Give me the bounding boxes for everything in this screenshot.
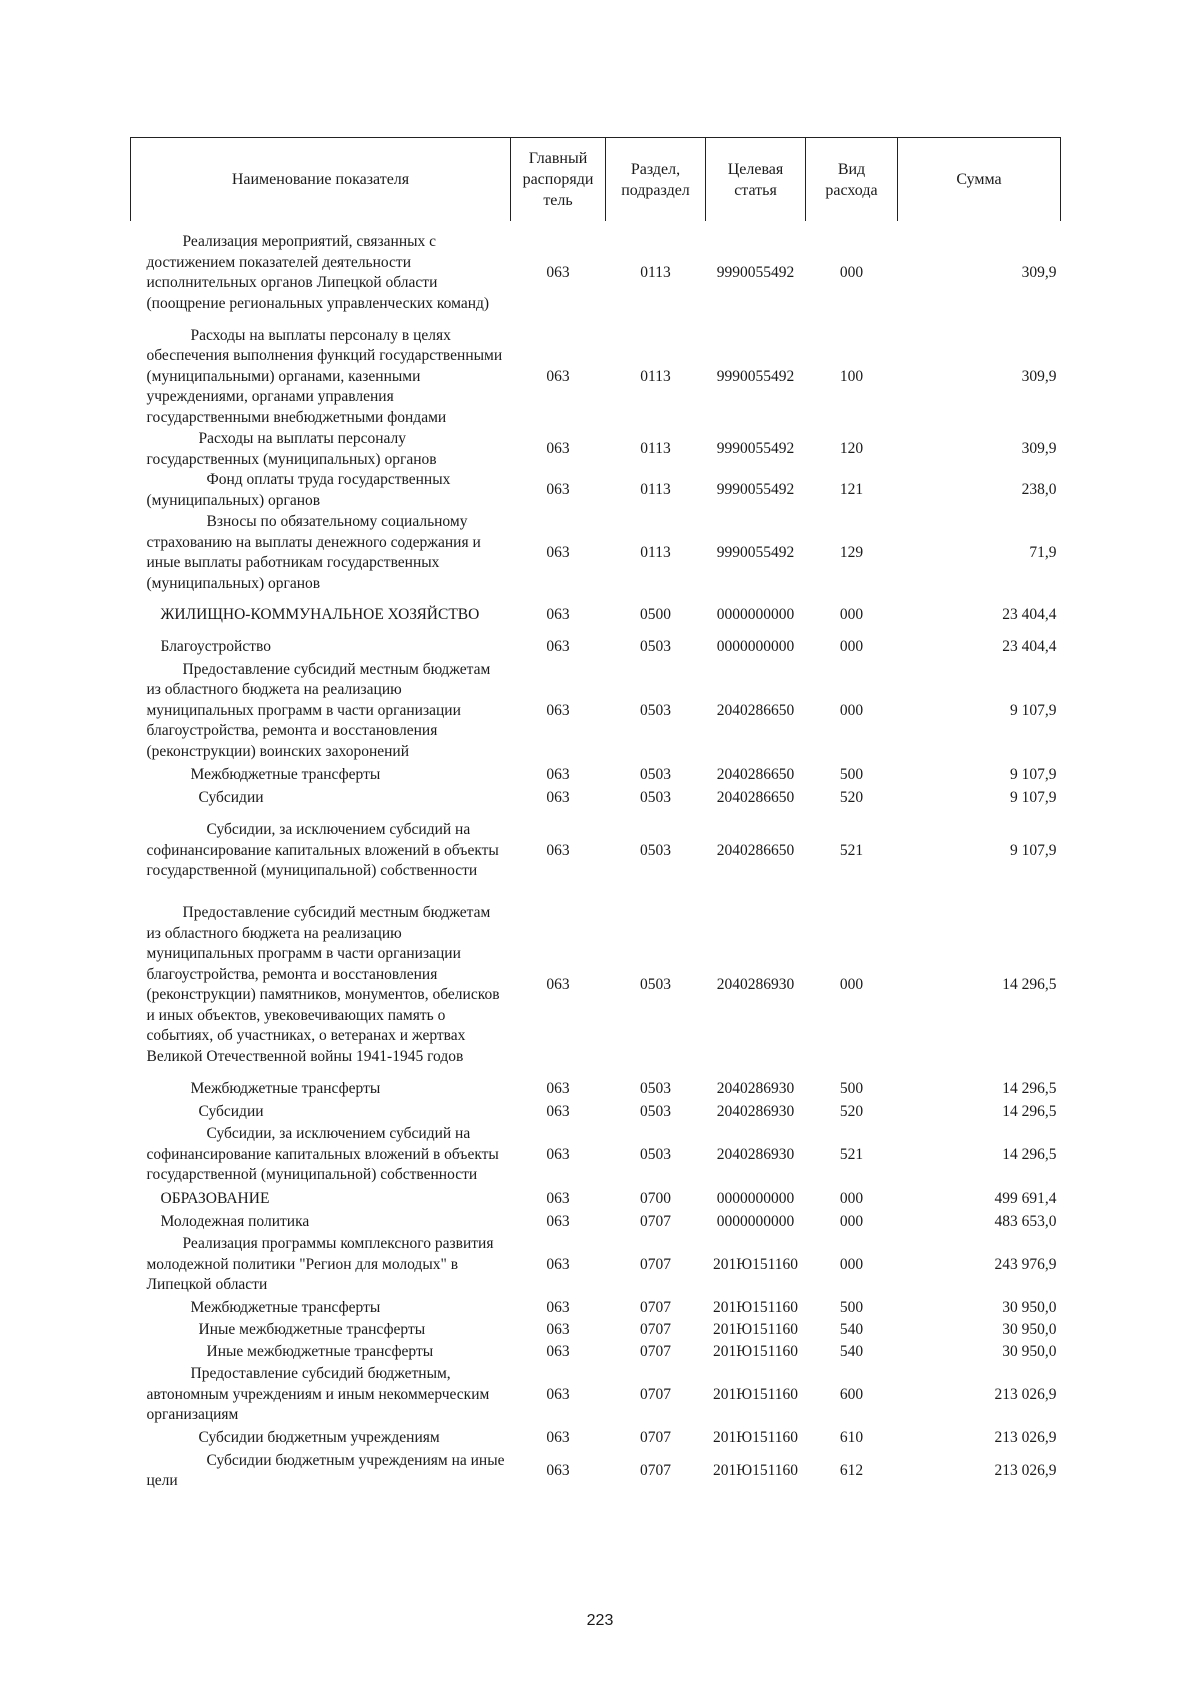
row-section: 0113 (640, 263, 671, 281)
row-chief-manager: 063 (546, 1385, 570, 1403)
row-expense-type: 600 (839, 1385, 864, 1403)
row-target-article: 2040286930 (716, 975, 795, 993)
table-row (131, 325, 1061, 429)
row-target-article: 0000000000 (716, 605, 795, 623)
row-section: 0700 (640, 1189, 671, 1207)
row-section: 0707 (640, 1428, 671, 1446)
row-sum: 309,9 (1021, 367, 1057, 385)
row-name: Расходы на выплаты персоналу государственных (муниципальных) органов (146, 430, 437, 468)
row-section: 0503 (640, 637, 671, 655)
table-row (131, 470, 1061, 511)
row-expense-type: 612 (839, 1461, 864, 1479)
row-expense-type: 521 (839, 841, 864, 859)
row-expense-type: 610 (839, 1428, 864, 1446)
table-row (131, 1449, 1061, 1493)
row-expense-type: 500 (839, 1079, 864, 1097)
row-target-article: 9990055492 (716, 543, 795, 561)
row-expense-type: 000 (839, 975, 864, 993)
row-sum: 483 653,0 (994, 1212, 1057, 1230)
row-section: 0707 (640, 1342, 671, 1360)
table-row (131, 635, 1061, 659)
row-chief-manager: 063 (546, 440, 570, 458)
row-target-article: 2040286650 (716, 788, 795, 806)
row-expense-type: 540 (839, 1342, 864, 1360)
row-chief-manager: 063 (546, 367, 570, 385)
header-chief-manager: Главный распоряди тель (511, 138, 606, 222)
row-target-article: 201Ю151160 (712, 1461, 799, 1479)
row-name: Межбюджетные трансферты (190, 765, 381, 783)
row-expense-type: 520 (839, 1102, 864, 1120)
table-row (131, 595, 1061, 635)
table-row (131, 659, 1061, 763)
row-name: Субсидии, за исключением субсидий на софинансирование капитальных вложений в объекты государственной (муниципальной) собственности (146, 1125, 499, 1184)
table-row (131, 1297, 1061, 1319)
row-expense-type: 000 (839, 1212, 864, 1230)
row-section: 0707 (640, 1320, 671, 1338)
row-sum: 9 107,9 (1010, 765, 1057, 783)
row-chief-manager: 063 (546, 605, 570, 623)
table-row (131, 1077, 1061, 1101)
row-section: 0503 (640, 701, 671, 719)
row-sum: 23 404,4 (1002, 637, 1057, 655)
table-row (131, 763, 1061, 787)
table-row (131, 1101, 1061, 1123)
header-sum: Сумма (898, 138, 1061, 222)
row-section: 0707 (640, 1212, 671, 1230)
row-section: 0503 (640, 1102, 671, 1120)
row-name: Субсидии, за исключением субсидий на софинансирование капитальных вложений в объекты государственной (муниципальной) собственности (146, 821, 499, 880)
row-chief-manager: 063 (546, 263, 570, 281)
row-section: 0503 (640, 788, 671, 806)
table-row (131, 893, 1061, 1077)
row-sum: 30 950,0 (1002, 1342, 1057, 1360)
row-target-article: 0000000000 (716, 1189, 795, 1207)
table-row (131, 1341, 1061, 1363)
header-expense-type: Вид расхода (806, 138, 898, 222)
row-chief-manager: 063 (546, 1320, 570, 1338)
row-section: 0503 (640, 1079, 671, 1097)
row-sum: 71,9 (1029, 543, 1057, 561)
row-name: Субсидии (198, 1102, 264, 1120)
row-expense-type: 000 (839, 605, 864, 623)
row-section: 0113 (640, 481, 671, 499)
row-expense-type: 000 (839, 637, 864, 655)
table-row (131, 1233, 1061, 1297)
row-sum: 9 107,9 (1010, 841, 1057, 859)
row-chief-manager: 063 (546, 543, 570, 561)
row-target-article: 2040286650 (716, 765, 795, 783)
row-target-article: 9990055492 (716, 481, 795, 499)
row-target-article: 9990055492 (716, 367, 795, 385)
row-section: 0707 (640, 1461, 671, 1479)
row-name: Реализация мероприятий, связанных с достижением показателей деятельности исполнительных органов Липецкой области (поощрение региональных управленческих команд) (146, 233, 490, 312)
table-row (131, 1211, 1061, 1233)
row-name: Молодежная политика (160, 1212, 310, 1230)
header-name: Наименование показателя (131, 138, 511, 222)
table-body (131, 221, 1061, 1493)
row-name: Межбюджетные трансферты (190, 1298, 381, 1316)
table-header (131, 138, 1061, 222)
row-expense-type: 520 (839, 788, 864, 806)
row-chief-manager: 063 (546, 1212, 570, 1230)
page-number: 223 (586, 1612, 614, 1629)
row-name: Субсидии бюджетным учреждениям на иные цели (146, 1451, 505, 1489)
row-target-article: 2040286930 (716, 1079, 795, 1097)
row-chief-manager: 063 (546, 1145, 570, 1163)
row-chief-manager: 063 (546, 975, 570, 993)
row-section: 0503 (640, 975, 671, 993)
row-target-article: 0000000000 (716, 1212, 795, 1230)
row-chief-manager: 063 (546, 1342, 570, 1360)
row-chief-manager: 063 (546, 1189, 570, 1207)
row-sum: 23 404,4 (1002, 605, 1057, 623)
row-chief-manager: 063 (546, 1428, 570, 1446)
row-name: Субсидии бюджетным учреждениям (198, 1428, 440, 1446)
budget-table (130, 137, 1061, 1493)
row-name: ОБРАЗОВАНИЕ (160, 1189, 270, 1207)
row-chief-manager: 063 (546, 1461, 570, 1479)
row-target-article: 9990055492 (716, 263, 795, 281)
row-sum: 9 107,9 (1010, 701, 1057, 719)
row-sum: 243 976,9 (994, 1255, 1057, 1273)
table-row (131, 787, 1061, 809)
row-name: Благоустройство (160, 637, 271, 655)
header-section: Раздел, подраздел (606, 138, 706, 222)
row-sum: 213 026,9 (994, 1385, 1057, 1403)
row-target-article: 201Ю151160 (712, 1342, 799, 1360)
row-name: Межбюджетные трансферты (190, 1079, 381, 1097)
row-expense-type: 000 (839, 701, 864, 719)
document-page (130, 137, 1060, 1493)
table-row (131, 809, 1061, 893)
row-target-article: 201Ю151160 (712, 1255, 799, 1273)
row-section: 0707 (640, 1255, 671, 1273)
row-chief-manager: 063 (546, 637, 570, 655)
row-sum: 14 296,5 (1002, 1102, 1057, 1120)
row-chief-manager: 063 (546, 701, 570, 719)
row-sum: 9 107,9 (1010, 788, 1057, 806)
header-target-article: Целевая статья (706, 138, 806, 222)
row-sum: 499 691,4 (994, 1189, 1057, 1207)
row-sum: 213 026,9 (994, 1461, 1057, 1479)
row-name: Иные межбюджетные трансферты (206, 1342, 434, 1360)
row-name: Взносы по обязательному социальному страхованию на выплаты денежного содержания и иные выплаты работникам государственных (муниципальных) органов (146, 513, 481, 592)
row-name: Расходы на выплаты персоналу в целях обеспечения выполнения функций государственными (муниципальными) органами, казенными учреждениями, органами управления государственными внебюджетными фондами (146, 326, 503, 426)
row-section: 0500 (640, 605, 671, 623)
table-row (131, 1427, 1061, 1449)
row-expense-type: 129 (839, 543, 864, 561)
row-expense-type: 120 (839, 440, 864, 458)
row-sum: 30 950,0 (1002, 1298, 1057, 1316)
row-section: 0503 (640, 765, 671, 783)
row-expense-type: 540 (839, 1320, 864, 1338)
table-row (131, 1123, 1061, 1187)
row-section: 0707 (640, 1385, 671, 1403)
row-name: Предоставление субсидий местным бюджетам из областного бюджета на реализацию муниципальных программ в части организации благоустройства, ремонта и восстановления (реконструкции) памятников, монументов, обелисков и иных объектов, увековечивающих память о событиях, об участниках, о ветеранах и жертвах Великой Отечественной войны 1941-1945 годов (146, 904, 500, 1065)
row-chief-manager: 063 (546, 841, 570, 859)
row-name: Субсидии (198, 788, 264, 806)
row-expense-type: 000 (839, 1189, 864, 1207)
table-row (131, 511, 1061, 595)
row-expense-type: 000 (839, 263, 864, 281)
row-name: Предоставление субсидий местным бюджетам из областного бюджета на реализацию муниципальных программ в части организации благоустройства, ремонта и восстановления (реконструкции) воинских захоронений (146, 660, 491, 760)
row-sum: 14 296,5 (1002, 1145, 1057, 1163)
row-target-article: 2040286930 (716, 1145, 795, 1163)
row-expense-type: 100 (839, 367, 864, 385)
row-name: Предоставление субсидий бюджетным, автономным учреждениям и иным некоммерческим организациям (146, 1365, 490, 1424)
row-sum: 14 296,5 (1002, 1079, 1057, 1097)
row-target-article: 2040286650 (716, 701, 795, 719)
table-row (131, 429, 1061, 470)
row-target-article: 201Ю151160 (712, 1385, 799, 1403)
row-target-article: 2040286650 (716, 841, 795, 859)
row-section: 0707 (640, 1298, 671, 1316)
row-sum: 309,9 (1021, 440, 1057, 458)
row-expense-type: 000 (839, 1255, 864, 1273)
row-sum: 14 296,5 (1002, 975, 1057, 993)
row-chief-manager: 063 (546, 1102, 570, 1120)
table-row (131, 1319, 1061, 1341)
row-target-article: 201Ю151160 (712, 1320, 799, 1338)
row-name: Фонд оплаты труда государственных (муниципальных) органов (146, 471, 451, 509)
row-target-article: 9990055492 (716, 440, 795, 458)
row-chief-manager: 063 (546, 481, 570, 499)
table-row (131, 1187, 1061, 1211)
table-row (131, 221, 1061, 325)
row-sum: 213 026,9 (994, 1428, 1057, 1446)
row-chief-manager: 063 (546, 1079, 570, 1097)
row-target-article: 0000000000 (716, 637, 795, 655)
row-section: 0113 (640, 543, 671, 561)
row-target-article: 201Ю151160 (712, 1298, 799, 1316)
row-section: 0113 (640, 367, 671, 385)
row-expense-type: 500 (839, 1298, 864, 1316)
row-name: ЖИЛИЩНО-КОММУНАЛЬНОЕ ХОЗЯЙСТВО (160, 605, 480, 623)
table-row (131, 1363, 1061, 1427)
row-chief-manager: 063 (546, 1298, 570, 1316)
row-sum: 309,9 (1021, 263, 1057, 281)
row-target-article: 2040286930 (716, 1102, 795, 1120)
row-expense-type: 500 (839, 765, 864, 783)
row-section: 0503 (640, 1145, 671, 1163)
row-chief-manager: 063 (546, 788, 570, 806)
row-sum: 30 950,0 (1002, 1320, 1057, 1338)
row-sum: 238,0 (1021, 481, 1057, 499)
row-name: Иные межбюджетные трансферты (198, 1320, 426, 1338)
row-expense-type: 521 (839, 1145, 864, 1163)
row-expense-type: 121 (839, 481, 864, 499)
row-target-article: 201Ю151160 (712, 1428, 799, 1446)
row-name: Реализация программы комплексного развития молодежной политики "Регион для молодых" в Липецкой области (146, 1235, 494, 1294)
row-chief-manager: 063 (546, 765, 570, 783)
row-section: 0113 (640, 440, 671, 458)
row-section: 0503 (640, 841, 671, 859)
row-chief-manager: 063 (546, 1255, 570, 1273)
